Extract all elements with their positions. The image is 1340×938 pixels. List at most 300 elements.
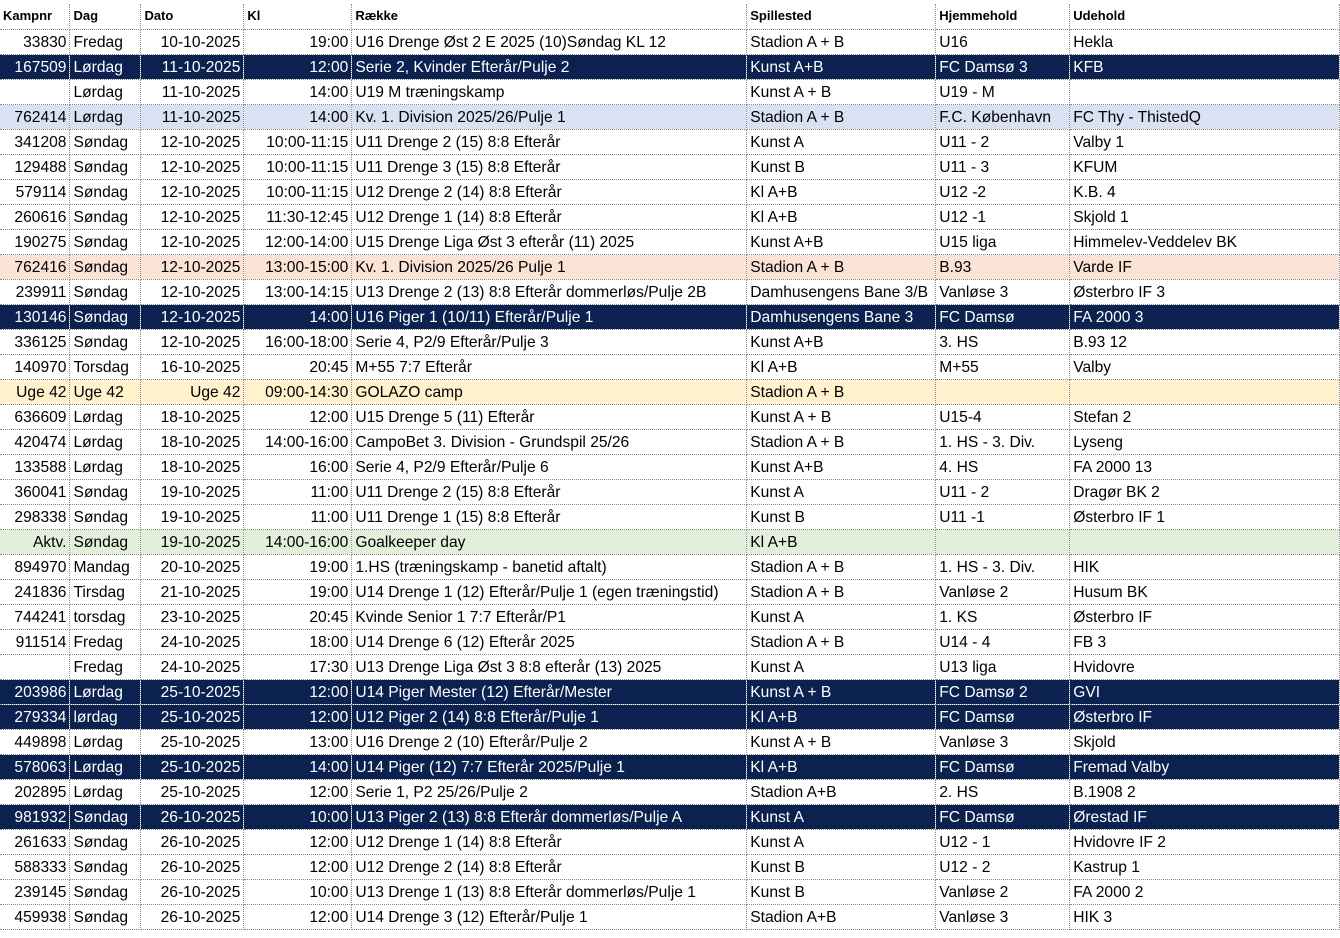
cell-dato[interactable]: 16-10-2025: [141, 354, 244, 379]
cell-spillested[interactable]: Stadion A + B: [747, 29, 936, 54]
cell-dag[interactable]: Søndag: [70, 279, 141, 304]
cell-dag[interactable]: Fredag: [70, 654, 141, 679]
cell-raekke[interactable]: U11 Drenge 3 (15) 8:8 Efterår: [352, 154, 747, 179]
header-spillested[interactable]: Spillested: [747, 4, 936, 29]
cell-dato[interactable]: 25-10-2025: [141, 779, 244, 804]
cell-spillested[interactable]: Kunst A + B: [747, 404, 936, 429]
cell-kl[interactable]: 12:00: [244, 779, 352, 804]
cell-spillested[interactable]: Kunst A: [747, 829, 936, 854]
cell-raekke[interactable]: U12 Drenge 1 (14) 8:8 Efterår: [352, 204, 747, 229]
cell-udehold[interactable]: HIK 3: [1070, 904, 1340, 929]
cell-raekke[interactable]: U19 M træningskamp: [352, 79, 747, 104]
cell-kampnr[interactable]: 241836: [0, 579, 70, 604]
cell-kampnr[interactable]: 360041: [0, 479, 70, 504]
cell-dag[interactable]: Lørdag: [70, 429, 141, 454]
cell-kl[interactable]: 11:00: [244, 504, 352, 529]
cell-raekke[interactable]: U13 Piger 2 (13) 8:8 Efterår dommerløs/Pulje A: [352, 804, 747, 829]
cell-dag[interactable]: Lørdag: [70, 54, 141, 79]
cell-spillested[interactable]: Kunst A+B: [747, 54, 936, 79]
cell-spillested[interactable]: Kunst A+B: [747, 454, 936, 479]
cell-kampnr[interactable]: [0, 654, 70, 679]
cell-kampnr[interactable]: Aktv.: [0, 529, 70, 554]
cell-hjemmehold[interactable]: U12 - 2: [936, 854, 1070, 879]
cell-spillested[interactable]: Kunst B: [747, 154, 936, 179]
cell-spillested[interactable]: Kl A+B: [747, 754, 936, 779]
cell-spillested[interactable]: Kunst A+B: [747, 329, 936, 354]
cell-dag[interactable]: Lørdag: [70, 404, 141, 429]
cell-spillested[interactable]: Stadion A + B: [747, 629, 936, 654]
cell-dag[interactable]: Søndag: [70, 879, 141, 904]
cell-hjemmehold[interactable]: [936, 379, 1070, 404]
header-dato[interactable]: Dato: [141, 4, 244, 29]
cell-hjemmehold[interactable]: FC Damsø: [936, 754, 1070, 779]
cell-kl[interactable]: 19:00: [244, 29, 352, 54]
cell-dato[interactable]: 12-10-2025: [141, 329, 244, 354]
cell-raekke[interactable]: 1.HS (træningskamp - banetid aftalt): [352, 554, 747, 579]
cell-dato[interactable]: 18-10-2025: [141, 404, 244, 429]
cell-raekke[interactable]: U12 Drenge 2 (14) 8:8 Efterår: [352, 179, 747, 204]
cell-kampnr[interactable]: 981932: [0, 804, 70, 829]
cell-dag[interactable]: Søndag: [70, 904, 141, 929]
cell-raekke[interactable]: U14 Drenge 1 (12) Efterår/Pulje 1 (egen træningstid): [352, 579, 747, 604]
cell-spillested[interactable]: Kl A+B: [747, 179, 936, 204]
cell-udehold[interactable]: FA 2000 2: [1070, 879, 1340, 904]
cell-dag[interactable]: Uge 42: [70, 379, 141, 404]
cell-spillested[interactable]: Kunst A+B: [747, 229, 936, 254]
cell-kl[interactable]: 19:00: [244, 579, 352, 604]
cell-kampnr[interactable]: 239145: [0, 879, 70, 904]
cell-dato[interactable]: 19-10-2025: [141, 529, 244, 554]
cell-hjemmehold[interactable]: [936, 529, 1070, 554]
cell-kampnr[interactable]: 260616: [0, 204, 70, 229]
cell-hjemmehold[interactable]: U11 - 3: [936, 154, 1070, 179]
cell-raekke[interactable]: Serie 2, Kvinder Efterår/Pulje 2: [352, 54, 747, 79]
cell-dato[interactable]: 12-10-2025: [141, 129, 244, 154]
cell-dato[interactable]: 21-10-2025: [141, 579, 244, 604]
cell-kampnr[interactable]: 579114: [0, 179, 70, 204]
table-row: [0, 754, 1340, 779]
header-kl[interactable]: Kl: [244, 4, 352, 29]
cell-dag[interactable]: Lørdag: [70, 79, 141, 104]
cell-kl[interactable]: 12:00: [244, 679, 352, 704]
cell-dag[interactable]: Lørdag: [70, 779, 141, 804]
cell-kl[interactable]: 10:00-11:15: [244, 154, 352, 179]
cell-kl[interactable]: 14:00: [244, 754, 352, 779]
cell-dato[interactable]: 24-10-2025: [141, 629, 244, 654]
cell-dato[interactable]: 19-10-2025: [141, 479, 244, 504]
cell-kampnr[interactable]: 336125: [0, 329, 70, 354]
cell-kampnr[interactable]: 588333: [0, 854, 70, 879]
cell-kampnr[interactable]: 129488: [0, 154, 70, 179]
cell-udehold[interactable]: Ørestad IF: [1070, 804, 1340, 829]
cell-udehold[interactable]: Østerbro IF 3: [1070, 279, 1340, 304]
cell-dato[interactable]: 26-10-2025: [141, 879, 244, 904]
cell-raekke[interactable]: M+55 7:7 Efterår: [352, 354, 747, 379]
cell-hjemmehold[interactable]: U15-4: [936, 404, 1070, 429]
cell-kl[interactable]: 14:00: [244, 104, 352, 129]
cell-kl[interactable]: 12:00: [244, 854, 352, 879]
cell-udehold[interactable]: Østerbro IF 1: [1070, 504, 1340, 529]
cell-udehold[interactable]: [1070, 529, 1340, 554]
cell-hjemmehold[interactable]: 3. HS: [936, 329, 1070, 354]
cell-hjemmehold[interactable]: U12 - 1: [936, 829, 1070, 854]
cell-udehold[interactable]: B.1908 2: [1070, 779, 1340, 804]
cell-spillested[interactable]: Damhusengens Bane 3: [747, 304, 936, 329]
header-hjemmehold[interactable]: Hjemmehold: [936, 4, 1070, 29]
cell-udehold[interactable]: Hekla: [1070, 29, 1340, 54]
cell-spillested[interactable]: Kunst B: [747, 854, 936, 879]
cell-kampnr[interactable]: [0, 79, 70, 104]
cell-dag[interactable]: Søndag: [70, 804, 141, 829]
table-body: [0, 29, 1340, 929]
cell-raekke[interactable]: U13 Drenge 2 (13) 8:8 Efterår dommerløs/Pulje 2B: [352, 279, 747, 304]
cell-hjemmehold[interactable]: U12 -1: [936, 204, 1070, 229]
cell-dato[interactable]: 11-10-2025: [141, 104, 244, 129]
cell-udehold[interactable]: FB 3: [1070, 629, 1340, 654]
cell-kl[interactable]: 19:00: [244, 554, 352, 579]
cell-dato[interactable]: 25-10-2025: [141, 704, 244, 729]
cell-raekke[interactable]: U11 Drenge 2 (15) 8:8 Efterår: [352, 129, 747, 154]
cell-kampnr[interactable]: 341208: [0, 129, 70, 154]
cell-udehold[interactable]: Østerbro IF: [1070, 704, 1340, 729]
cell-dato[interactable]: 26-10-2025: [141, 829, 244, 854]
cell-dag[interactable]: Søndag: [70, 854, 141, 879]
cell-kampnr[interactable]: 894970: [0, 554, 70, 579]
cell-dato[interactable]: 12-10-2025: [141, 154, 244, 179]
cell-kampnr[interactable]: 203986: [0, 679, 70, 704]
table-row: [0, 729, 1340, 754]
header-dag[interactable]: Dag: [70, 4, 141, 29]
cell-spillested[interactable]: Kl A+B: [747, 354, 936, 379]
cell-kampnr[interactable]: 167509: [0, 54, 70, 79]
cell-hjemmehold[interactable]: U19 - M: [936, 79, 1070, 104]
cell-dato[interactable]: 24-10-2025: [141, 654, 244, 679]
cell-dato[interactable]: 11-10-2025: [141, 54, 244, 79]
cell-udehold[interactable]: FA 2000 3: [1070, 304, 1340, 329]
cell-spillested[interactable]: Stadion A+B: [747, 904, 936, 929]
cell-spillested[interactable]: Kunst A: [747, 804, 936, 829]
cell-dato[interactable]: 26-10-2025: [141, 904, 244, 929]
header-kampnr[interactable]: Kampnr: [0, 4, 70, 29]
cell-kl[interactable]: 11:30-12:45: [244, 204, 352, 229]
cell-dato[interactable]: 12-10-2025: [141, 304, 244, 329]
cell-kampnr[interactable]: 911514: [0, 629, 70, 654]
cell-hjemmehold[interactable]: FC Damsø: [936, 704, 1070, 729]
cell-dag[interactable]: Torsdag: [70, 354, 141, 379]
cell-dag[interactable]: Lørdag: [70, 104, 141, 129]
cell-dag[interactable]: Søndag: [70, 204, 141, 229]
cell-udehold[interactable]: Kastrup 1: [1070, 854, 1340, 879]
cell-kampnr[interactable]: 279334: [0, 704, 70, 729]
cell-udehold[interactable]: Valby: [1070, 354, 1340, 379]
cell-dato[interactable]: 12-10-2025: [141, 229, 244, 254]
cell-hjemmehold[interactable]: U11 - 2: [936, 479, 1070, 504]
cell-spillested[interactable]: Kunst A: [747, 129, 936, 154]
cell-hjemmehold[interactable]: 1. HS - 3. Div.: [936, 554, 1070, 579]
cell-kampnr[interactable]: 298338: [0, 504, 70, 529]
cell-raekke[interactable]: U16 Drenge 2 (10) Efterår/Pulje 2: [352, 729, 747, 754]
cell-raekke[interactable]: U14 Piger (12) 7:7 Efterår 2025/Pulje 1: [352, 754, 747, 779]
cell-udehold[interactable]: Husum BK: [1070, 579, 1340, 604]
cell-kl[interactable]: 09:00-14:30: [244, 379, 352, 404]
cell-spillested[interactable]: Stadion A+B: [747, 779, 936, 804]
cell-udehold[interactable]: Østerbro IF: [1070, 604, 1340, 629]
cell-dato[interactable]: Uge 42: [141, 379, 244, 404]
cell-kl[interactable]: 14:00: [244, 79, 352, 104]
cell-kl[interactable]: 12:00: [244, 829, 352, 854]
cell-udehold[interactable]: B.93 12: [1070, 329, 1340, 354]
cell-kampnr[interactable]: 762416: [0, 254, 70, 279]
cell-kampnr[interactable]: Uge 42: [0, 379, 70, 404]
cell-udehold[interactable]: FA 2000 13: [1070, 454, 1340, 479]
cell-raekke[interactable]: U12 Piger 2 (14) 8:8 Efterår/Pulje 1: [352, 704, 747, 729]
cell-kl[interactable]: 13:00-15:00: [244, 254, 352, 279]
cell-kl[interactable]: 10:00: [244, 879, 352, 904]
cell-raekke[interactable]: Kv. 1. Division 2025/26 Pulje 1: [352, 254, 747, 279]
header-udehold[interactable]: Udehold: [1070, 4, 1340, 29]
cell-kl[interactable]: 12:00: [244, 704, 352, 729]
cell-dato[interactable]: 12-10-2025: [141, 179, 244, 204]
cell-hjemmehold[interactable]: 1. KS: [936, 604, 1070, 629]
cell-dato[interactable]: 25-10-2025: [141, 754, 244, 779]
cell-spillested[interactable]: Stadion A + B: [747, 579, 936, 604]
cell-dato[interactable]: 18-10-2025: [141, 454, 244, 479]
cell-spillested[interactable]: Stadion A + B: [747, 379, 936, 404]
cell-hjemmehold[interactable]: U11 - 2: [936, 129, 1070, 154]
cell-hjemmehold[interactable]: U13 liga: [936, 654, 1070, 679]
cell-dato[interactable]: 11-10-2025: [141, 79, 244, 104]
cell-hjemmehold[interactable]: FC Damsø 3: [936, 54, 1070, 79]
cell-dato[interactable]: 20-10-2025: [141, 554, 244, 579]
cell-raekke[interactable]: GOLAZO camp: [352, 379, 747, 404]
cell-dato[interactable]: 18-10-2025: [141, 429, 244, 454]
cell-kl[interactable]: 14:00-16:00: [244, 529, 352, 554]
cell-raekke[interactable]: CampoBet 3. Division - Grundspil 25/26: [352, 429, 747, 454]
cell-dag[interactable]: lørdag: [70, 704, 141, 729]
cell-hjemmehold[interactable]: U12 -2: [936, 179, 1070, 204]
cell-udehold[interactable]: FC Thy - ThistedQ: [1070, 104, 1340, 129]
cell-udehold[interactable]: Dragør BK 2: [1070, 479, 1340, 504]
cell-kl[interactable]: 20:45: [244, 354, 352, 379]
cell-raekke[interactable]: U14 Piger Mester (12) Efterår/Mester: [352, 679, 747, 704]
cell-raekke[interactable]: Kvinde Senior 1 7:7 Efterår/P1: [352, 604, 747, 629]
cell-spillested[interactable]: Kunst A: [747, 654, 936, 679]
header-raekke[interactable]: Række: [352, 4, 747, 29]
cell-spillested[interactable]: Kunst B: [747, 504, 936, 529]
cell-hjemmehold[interactable]: F.C. København: [936, 104, 1070, 129]
cell-udehold[interactable]: KFB: [1070, 54, 1340, 79]
cell-hjemmehold[interactable]: FC Damsø 2: [936, 679, 1070, 704]
cell-hjemmehold[interactable]: 4. HS: [936, 454, 1070, 479]
cell-kampnr[interactable]: 261633: [0, 829, 70, 854]
cell-dag[interactable]: Fredag: [70, 29, 141, 54]
cell-raekke[interactable]: U12 Drenge 1 (14) 8:8 Efterår: [352, 829, 747, 854]
cell-udehold[interactable]: KFUM: [1070, 154, 1340, 179]
cell-raekke[interactable]: Kv. 1. Division 2025/26/Pulje 1: [352, 104, 747, 129]
cell-dag[interactable]: Søndag: [70, 479, 141, 504]
cell-kl[interactable]: 10:00-11:15: [244, 179, 352, 204]
cell-kl[interactable]: 17:30: [244, 654, 352, 679]
cell-dag[interactable]: Søndag: [70, 229, 141, 254]
cell-raekke[interactable]: U12 Drenge 2 (14) 8:8 Efterår: [352, 854, 747, 879]
cell-kl[interactable]: 18:00: [244, 629, 352, 654]
cell-kampnr[interactable]: 202895: [0, 779, 70, 804]
cell-dato[interactable]: 12-10-2025: [141, 204, 244, 229]
cell-udehold[interactable]: [1070, 379, 1340, 404]
cell-kampnr[interactable]: 636609: [0, 404, 70, 429]
cell-kampnr[interactable]: 239911: [0, 279, 70, 304]
cell-kampnr[interactable]: 130146: [0, 304, 70, 329]
cell-hjemmehold[interactable]: U16: [936, 29, 1070, 54]
cell-raekke[interactable]: U16 Piger 1 (10/11) Efterår/Pulje 1: [352, 304, 747, 329]
cell-dato[interactable]: 26-10-2025: [141, 854, 244, 879]
cell-udehold[interactable]: Skjold 1: [1070, 204, 1340, 229]
cell-raekke[interactable]: Serie 1, P2 25/26/Pulje 2: [352, 779, 747, 804]
cell-udehold[interactable]: Himmelev-Veddelev BK: [1070, 229, 1340, 254]
cell-dato[interactable]: 23-10-2025: [141, 604, 244, 629]
cell-raekke[interactable]: U15 Drenge Liga Øst 3 efterår (11) 2025: [352, 229, 747, 254]
cell-kampnr[interactable]: 578063: [0, 754, 70, 779]
cell-dag[interactable]: Søndag: [70, 254, 141, 279]
cell-raekke[interactable]: U16 Drenge Øst 2 E 2025 (10)Søndag KL 12: [352, 29, 747, 54]
cell-spillested[interactable]: Kunst A + B: [747, 79, 936, 104]
cell-dato[interactable]: 10-10-2025: [141, 29, 244, 54]
cell-hjemmehold[interactable]: U14 - 4: [936, 629, 1070, 654]
cell-kl[interactable]: 12:00: [244, 904, 352, 929]
cell-dag[interactable]: Fredag: [70, 629, 141, 654]
cell-raekke[interactable]: Goalkeeper day: [352, 529, 747, 554]
cell-hjemmehold[interactable]: 2. HS: [936, 779, 1070, 804]
cell-raekke[interactable]: U13 Drenge Liga Øst 3 8:8 efterår (13) 2025: [352, 654, 747, 679]
cell-udehold[interactable]: Stefan 2: [1070, 404, 1340, 429]
cell-spillested[interactable]: Kl A+B: [747, 204, 936, 229]
cell-kl[interactable]: 14:00: [244, 304, 352, 329]
cell-raekke[interactable]: U14 Drenge 3 (12) Efterår/Pulje 1: [352, 904, 747, 929]
cell-hjemmehold[interactable]: FC Damsø: [936, 304, 1070, 329]
cell-dag[interactable]: Lørdag: [70, 679, 141, 704]
cell-hjemmehold[interactable]: U15 liga: [936, 229, 1070, 254]
cell-kl[interactable]: 12:00: [244, 404, 352, 429]
cell-dag[interactable]: Lørdag: [70, 454, 141, 479]
cell-spillested[interactable]: Kunst A: [747, 479, 936, 504]
cell-dag[interactable]: Søndag: [70, 329, 141, 354]
cell-udehold[interactable]: K.B. 4: [1070, 179, 1340, 204]
cell-dag[interactable]: Lørdag: [70, 729, 141, 754]
cell-udehold[interactable]: Varde IF: [1070, 254, 1340, 279]
cell-kl[interactable]: 16:00: [244, 454, 352, 479]
cell-spillested[interactable]: Stadion A + B: [747, 254, 936, 279]
cell-udehold[interactable]: GVI: [1070, 679, 1340, 704]
cell-udehold[interactable]: Fremad Valby: [1070, 754, 1340, 779]
cell-hjemmehold[interactable]: 1. HS - 3. Div.: [936, 429, 1070, 454]
cell-kl[interactable]: 10:00-11:15: [244, 129, 352, 154]
cell-dag[interactable]: Søndag: [70, 129, 141, 154]
cell-hjemmehold[interactable]: U11 -1: [936, 504, 1070, 529]
cell-dag[interactable]: Søndag: [70, 829, 141, 854]
cell-dato[interactable]: 19-10-2025: [141, 504, 244, 529]
cell-hjemmehold[interactable]: M+55: [936, 354, 1070, 379]
cell-kl[interactable]: 11:00: [244, 479, 352, 504]
cell-hjemmehold[interactable]: Vanløse 3: [936, 904, 1070, 929]
cell-spillested[interactable]: Kunst A + B: [747, 679, 936, 704]
cell-hjemmehold[interactable]: FC Damsø: [936, 804, 1070, 829]
cell-dato[interactable]: 25-10-2025: [141, 729, 244, 754]
cell-kampnr[interactable]: 459938: [0, 904, 70, 929]
cell-spillested[interactable]: Kunst B: [747, 879, 936, 904]
cell-hjemmehold[interactable]: Vanløse 2: [936, 579, 1070, 604]
cell-raekke[interactable]: U15 Drenge 5 (11) Efterår: [352, 404, 747, 429]
cell-dag[interactable]: Søndag: [70, 529, 141, 554]
cell-raekke[interactable]: U13 Drenge 1 (13) 8:8 Efterår dommerløs/Pulje 1: [352, 879, 747, 904]
cell-kl[interactable]: 13:00: [244, 729, 352, 754]
cell-raekke[interactable]: Serie 4, P2/9 Efterår/Pulje 3: [352, 329, 747, 354]
cell-udehold[interactable]: Lyseng: [1070, 429, 1340, 454]
cell-dag[interactable]: Søndag: [70, 504, 141, 529]
cell-kl[interactable]: 16:00-18:00: [244, 329, 352, 354]
cell-udehold[interactable]: Hvidovre: [1070, 654, 1340, 679]
cell-kl[interactable]: 14:00-16:00: [244, 429, 352, 454]
cell-udehold[interactable]: HIK: [1070, 554, 1340, 579]
cell-kampnr[interactable]: 140970: [0, 354, 70, 379]
cell-spillested[interactable]: Kl A+B: [747, 529, 936, 554]
cell-raekke[interactable]: U14 Drenge 6 (12) Efterår 2025: [352, 629, 747, 654]
cell-raekke[interactable]: U11 Drenge 2 (15) 8:8 Efterår: [352, 479, 747, 504]
cell-dag[interactable]: Mandag: [70, 554, 141, 579]
cell-kampnr[interactable]: 744241: [0, 604, 70, 629]
cell-hjemmehold[interactable]: Vanløse 3: [936, 729, 1070, 754]
cell-kl[interactable]: 20:45: [244, 604, 352, 629]
cell-spillested[interactable]: Kunst A: [747, 604, 936, 629]
cell-dato[interactable]: 25-10-2025: [141, 679, 244, 704]
cell-udehold[interactable]: [1070, 79, 1340, 104]
cell-raekke[interactable]: U11 Drenge 1 (15) 8:8 Efterår: [352, 504, 747, 529]
table-row: [0, 29, 1340, 54]
cell-spillested[interactable]: Stadion A + B: [747, 104, 936, 129]
cell-kl[interactable]: 10:00: [244, 804, 352, 829]
cell-kampnr[interactable]: 133588: [0, 454, 70, 479]
cell-udehold[interactable]: Valby 1: [1070, 129, 1340, 154]
cell-dag[interactable]: torsdag: [70, 604, 141, 629]
cell-spillested[interactable]: Damhusengens Bane 3/B: [747, 279, 936, 304]
cell-dag[interactable]: Tirsdag: [70, 579, 141, 604]
cell-kampnr[interactable]: 449898: [0, 729, 70, 754]
cell-dato[interactable]: 12-10-2025: [141, 279, 244, 304]
cell-udehold[interactable]: Skjold: [1070, 729, 1340, 754]
cell-hjemmehold[interactable]: Vanløse 3: [936, 279, 1070, 304]
cell-kampnr[interactable]: 762414: [0, 104, 70, 129]
cell-hjemmehold[interactable]: Vanløse 2: [936, 879, 1070, 904]
cell-spillested[interactable]: Kunst A + B: [747, 729, 936, 754]
cell-dag[interactable]: Søndag: [70, 304, 141, 329]
cell-dato[interactable]: 12-10-2025: [141, 254, 244, 279]
cell-raekke[interactable]: Serie 4, P2/9 Efterår/Pulje 6: [352, 454, 747, 479]
cell-kampnr[interactable]: 190275: [0, 229, 70, 254]
cell-udehold[interactable]: Hvidovre IF 2: [1070, 829, 1340, 854]
cell-spillested[interactable]: Kl A+B: [747, 704, 936, 729]
cell-dato[interactable]: 26-10-2025: [141, 804, 244, 829]
cell-kl[interactable]: 12:00-14:00: [244, 229, 352, 254]
cell-dag[interactable]: Søndag: [70, 154, 141, 179]
cell-spillested[interactable]: Stadion A + B: [747, 429, 936, 454]
cell-dag[interactable]: Søndag: [70, 179, 141, 204]
cell-dag[interactable]: Lørdag: [70, 754, 141, 779]
cell-kampnr[interactable]: 420474: [0, 429, 70, 454]
cell-kl[interactable]: 12:00: [244, 54, 352, 79]
cell-kl[interactable]: 13:00-14:15: [244, 279, 352, 304]
cell-hjemmehold[interactable]: B.93: [936, 254, 1070, 279]
cell-kampnr[interactable]: 33830: [0, 29, 70, 54]
cell-spillested[interactable]: Stadion A + B: [747, 554, 936, 579]
